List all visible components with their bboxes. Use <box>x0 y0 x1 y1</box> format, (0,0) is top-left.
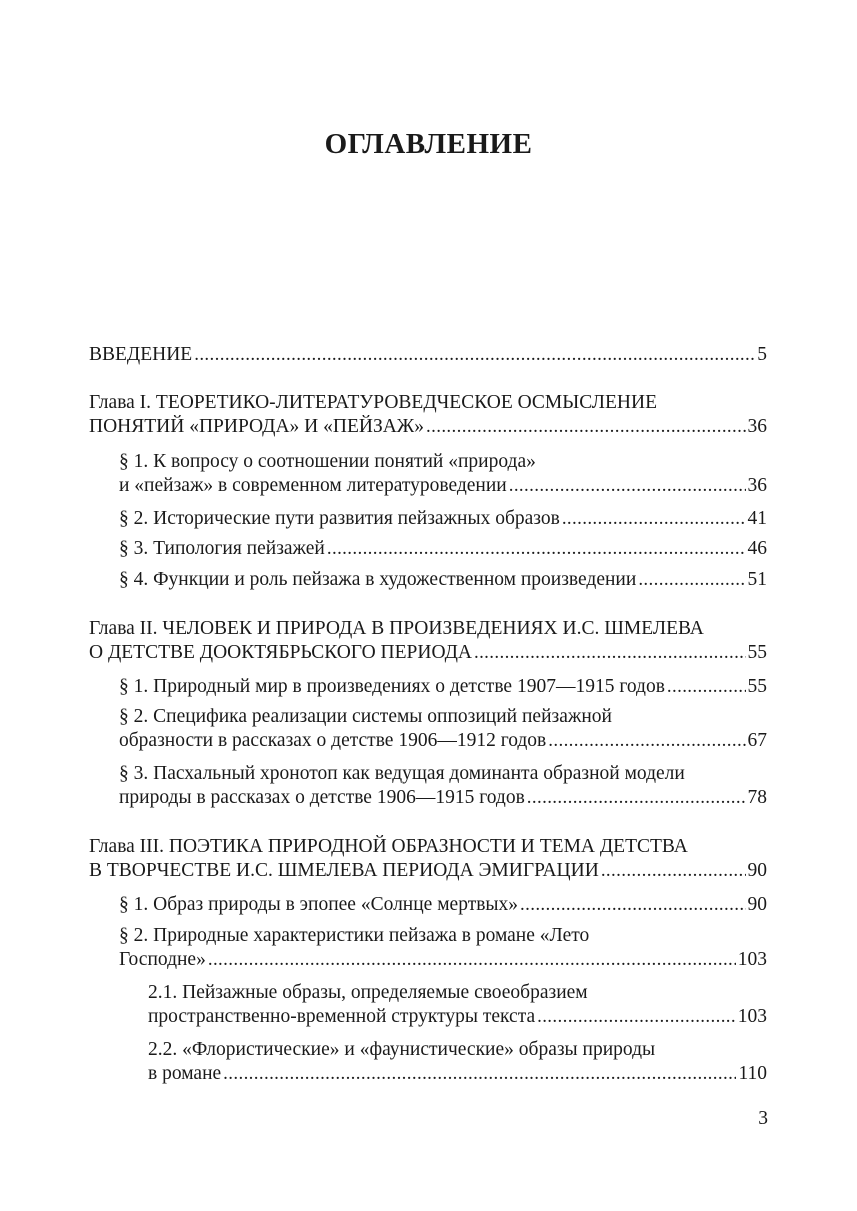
toc-entry-text: § 2. Природные характеристики пейзажа в романе «Лето <box>119 925 590 946</box>
toc-entry-text: образности в рассказах о детстве 1906—1912 годов <box>119 730 547 751</box>
toc-entry-text: Глава I. ТЕОРЕТИКО-ЛИТЕРАТУРОВЕДЧЕСКОЕ ОСМЫСЛЕНИЕ <box>89 392 658 413</box>
dot-leader <box>562 507 746 531</box>
toc-entry-ch2-section-2 <box>119 705 767 753</box>
toc-page-number: 51 <box>747 569 767 590</box>
dot-leader <box>474 641 746 665</box>
toc-entry-text: § 1. Природный мир в произведениях о детстве 1907—1915 годов <box>119 676 665 697</box>
toc-entry-ch1-section-2 <box>119 507 767 531</box>
toc-entry-ch1-section-1 <box>119 450 767 498</box>
toc-entry-text: § 1. Образ природы в эпопее «Солнце мертвых» <box>119 894 519 915</box>
toc-entry-text: природы в рассказах о детстве 1906—1915 годов <box>119 787 525 808</box>
toc-page-number: 36 <box>747 416 767 437</box>
toc-entry-text: § 3. Типология пейзажей <box>119 538 325 559</box>
toc-entry-text: в романе <box>148 1063 222 1084</box>
toc-entry-text: пространственно-временной структуры текста <box>148 1006 536 1027</box>
toc-page-number: 103 <box>737 949 767 970</box>
toc-entry-ch3-section-1 <box>119 893 767 917</box>
toc-page-number: 55 <box>747 676 767 697</box>
toc-page-number: 46 <box>747 538 767 559</box>
toc-entry-ch3-section-2 <box>119 924 767 972</box>
toc-page-number: 67 <box>747 730 767 751</box>
dot-leader <box>537 1005 736 1029</box>
dot-leader <box>520 893 745 917</box>
toc-page-number: 55 <box>747 642 767 663</box>
toc-page-number: 78 <box>747 787 767 808</box>
toc-entry-text: и «пейзаж» в современном литературоведении <box>119 475 507 496</box>
toc-entry-text: § 3. Пасхальный хронотоп как ведущая доминанта образной модели <box>119 763 685 784</box>
toc-entry-text: § 2. Исторические пути развития пейзажных образов <box>119 508 560 529</box>
dot-leader <box>667 675 746 699</box>
toc-entry-text: § 4. Функции и роль пейзажа в художественном произведении <box>119 569 637 590</box>
toc-entry-ch1-section-3 <box>119 537 767 561</box>
toc-entry-ch2-section-1 <box>119 675 767 699</box>
toc-entry-text: О ДЕТСТВЕ ДООКТЯБРЬСКОГО ПЕРИОДА <box>89 642 472 663</box>
dot-leader <box>548 729 745 753</box>
toc-page-number: 103 <box>737 1006 767 1027</box>
dot-leader <box>223 1062 736 1086</box>
toc-entry-text: Господне» <box>119 949 206 970</box>
toc-entry-text: В ТВОРЧЕСТВЕ И.С. ШМЕЛЕВА ПЕРИОДА ЭМИГРАЦИИ <box>89 860 599 881</box>
toc-entry-ch2-section-3 <box>119 762 767 810</box>
toc-page-number: 110 <box>738 1063 767 1084</box>
toc-entry-text: ВВЕДЕНИЕ <box>89 344 193 365</box>
toc-page-number: 36 <box>747 475 767 496</box>
toc-entry-text: § 1. К вопросу о соотношении понятий «природа» <box>119 451 536 472</box>
page-title: ОГЛАВЛЕНИЕ <box>324 128 533 160</box>
page-number: 3 <box>758 1108 768 1129</box>
toc-entry-text: Глава II. ЧЕЛОВЕК И ПРИРОДА В ПРОИЗВЕДЕНИЯХ И.С. ШМЕЛЕВА <box>89 618 704 639</box>
toc-entry-text: § 2. Специфика реализации системы оппозиций пейзажной <box>119 706 612 727</box>
dot-leader <box>194 343 755 367</box>
dot-leader <box>509 474 746 498</box>
dot-leader <box>638 568 745 592</box>
toc-entry-introduction <box>89 343 767 367</box>
toc-entry-chapter-3 <box>89 835 767 883</box>
toc-page-number: 41 <box>747 508 767 529</box>
toc-page-number: 90 <box>747 894 767 915</box>
dot-leader <box>327 537 746 561</box>
dot-leader <box>208 948 736 972</box>
toc-entry-chapter-2 <box>89 617 767 665</box>
toc-entry-ch3-subsection-2-2 <box>148 1038 767 1086</box>
dot-leader <box>426 415 745 439</box>
toc-page-number: 90 <box>747 860 767 881</box>
toc-page-number: 5 <box>757 344 767 365</box>
dot-leader <box>601 859 746 883</box>
toc-entry-text: ПОНЯТИЙ «ПРИРОДА» И «ПЕЙЗАЖ» <box>89 416 425 437</box>
dot-leader <box>527 786 746 810</box>
toc-entry-text: 2.2. «Флористические» и «фаунистические» образы природы <box>148 1039 656 1060</box>
toc-entry-ch3-subsection-2-1 <box>148 981 767 1029</box>
toc-entry-text: Глава III. ПОЭТИКА ПРИРОДНОЙ ОБРАЗНОСТИ И ТЕМА ДЕТСТВА <box>89 836 688 857</box>
toc-entry-text: 2.1. Пейзажные образы, определяемые своеобразием <box>148 982 588 1003</box>
toc-entry-chapter-1 <box>89 391 767 439</box>
toc-entry-ch1-section-4 <box>119 568 767 592</box>
